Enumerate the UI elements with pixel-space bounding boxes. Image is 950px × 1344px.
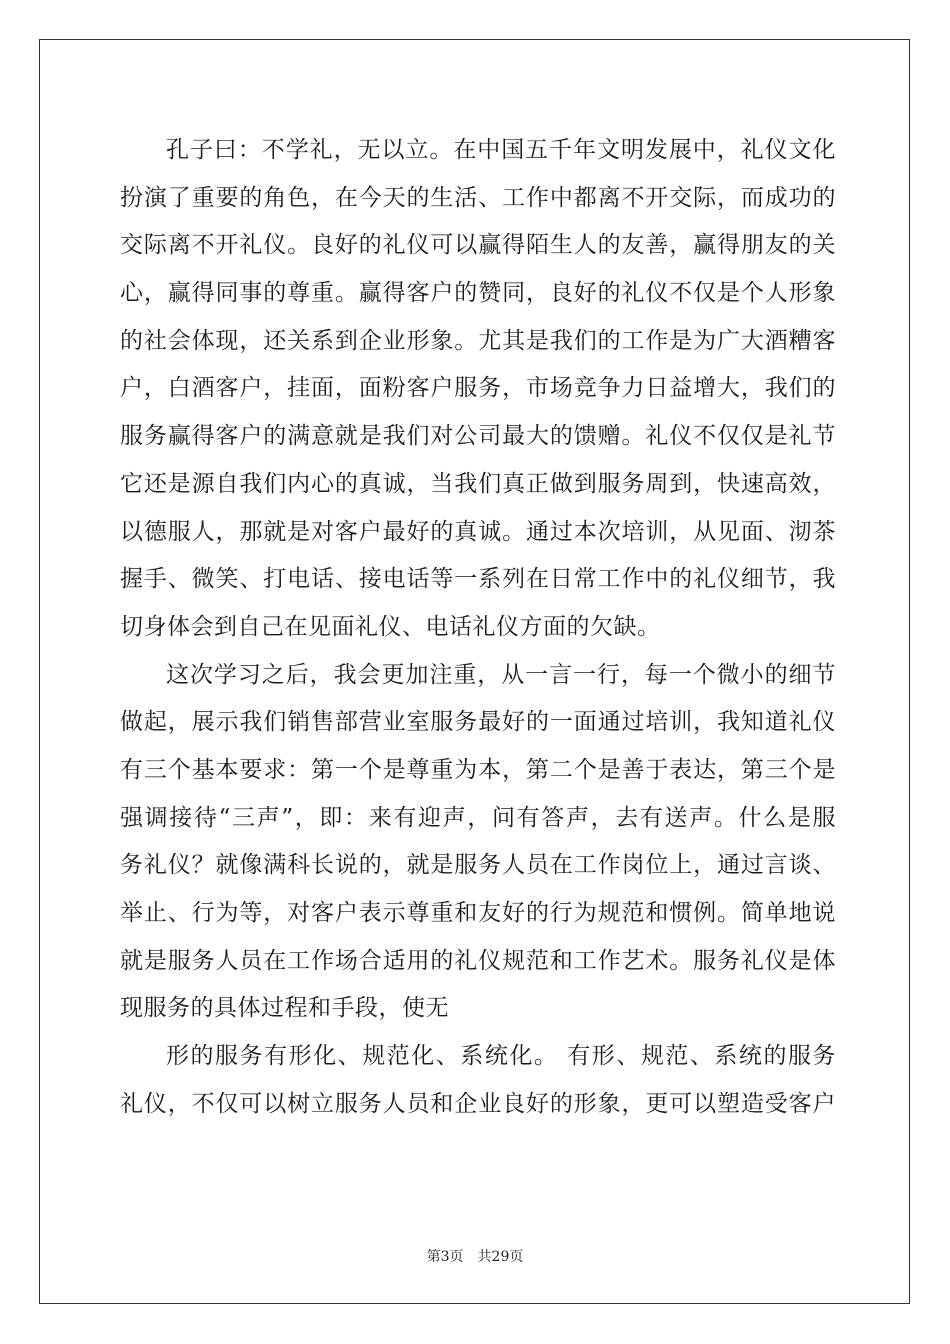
page-footer	[0, 1246, 950, 1266]
text-line: 服务赢得客户的满意就是我们对公司最大的馈赠。礼仪不仅仅是礼节	[120, 423, 836, 450]
text-line: 形的服务有形化、规范化、系统化。 有形、规范、系统的服务	[166, 1043, 836, 1070]
text-line: 户，白酒客户，挂面，面粉客户服务，市场竞争力日益增大，我们的	[120, 375, 836, 402]
text-line: 扮演了重要的角色，在今天的生活、工作中都离不开交际，而成功的	[120, 184, 836, 211]
text-line: 就是服务人员在工作场合适用的礼仪规范和工作艺术。服务礼仪是体	[120, 947, 836, 974]
text-line: 礼仪，不仅可以树立服务人员和企业良好的形象，更可以塑造受客户	[120, 1090, 836, 1117]
text-line: 心，赢得同事的尊重。赢得客户的赞同，良好的礼仪不仅是个人形象	[120, 280, 836, 307]
document-body	[120, 127, 836, 1128]
text-line: 这次学习之后，我会更加注重，从一言一行，每一个微小的细节	[166, 661, 836, 688]
text-line: 现服务的具体过程和手段，使无	[120, 995, 449, 1022]
page-number-total: 共29页	[477, 1249, 524, 1265]
text-line: 的社会体现，还关系到企业形象。尤其是我们的工作是为广大酒糟客	[120, 327, 836, 354]
text-line: 孔子曰：不学礼，无以立。在中国五千年文明发展中，礼仪文化	[166, 137, 836, 163]
text-line: 举止、行为等，对客户表示尊重和友好的行为规范和惯例。简单地说	[120, 900, 836, 926]
text-line: 交际离不开礼仪。良好的礼仪可以赢得陌生人的友善，赢得朋友的关	[120, 232, 836, 259]
text-line: 切身体会到自己在见面礼仪、电话礼仪方面的欠缺。	[120, 613, 661, 640]
text-line: 强调接待“三声”，即：来有迎声，问有答声，去有送声。什么是服	[120, 804, 836, 831]
page-number-current: 第3页	[426, 1249, 464, 1265]
text-line: 务礼仪？就像满科长说的，就是服务人员在工作岗位上，通过言谈、	[120, 852, 836, 879]
text-line: 它还是源自我们内心的真诚，当我们真正做到服务周到，快速高效，	[120, 470, 836, 497]
text-line: 有三个基本要求：第一个是尊重为本，第二个是善于表达，第三个是	[120, 756, 836, 783]
text-line: 以德服人，那就是对客户最好的真诚。通过本次培训，从见面、沏茶	[120, 518, 836, 545]
text-line: 做起，展示我们销售部营业室服务最好的一面通过培训，我知道礼仪	[120, 709, 836, 736]
text-line: 握手、微笑、打电话、接电话等一系列在日常工作中的礼仪细节，我	[120, 566, 836, 593]
